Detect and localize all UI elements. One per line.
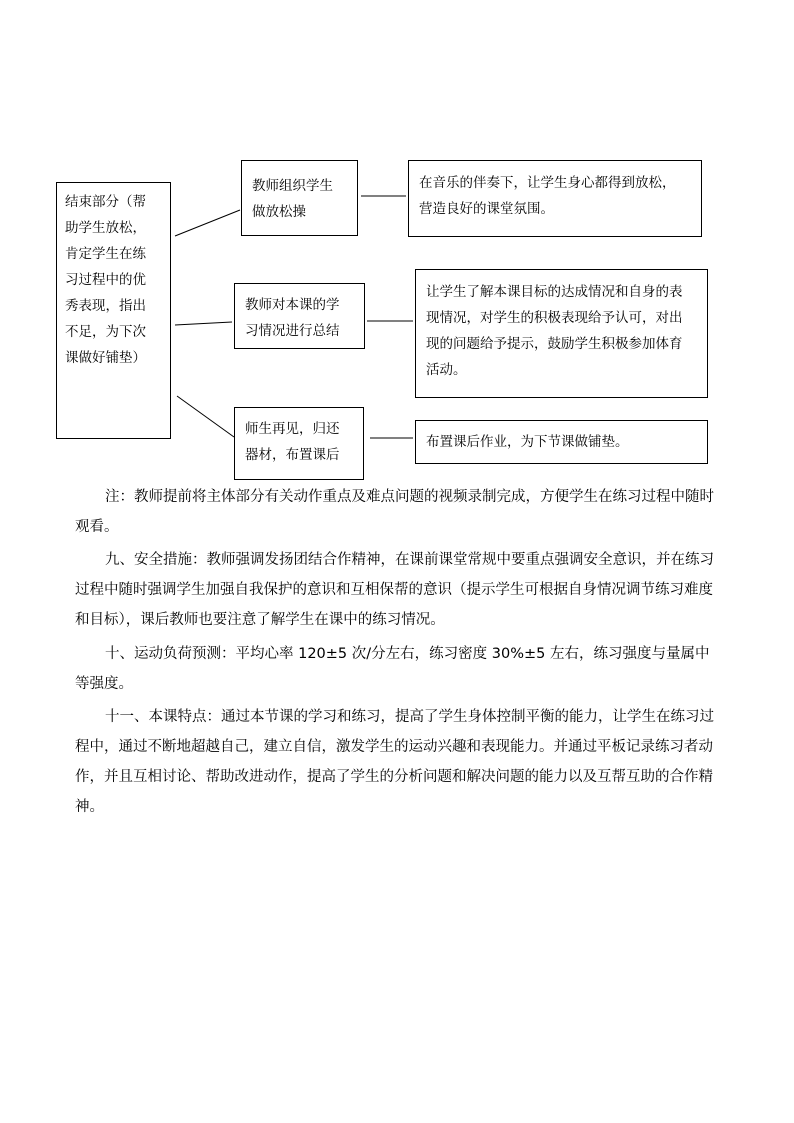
- root-line: 结束部分（帮: [65, 194, 146, 210]
- detail-line: 让学生了解本课目标的达成情况和自身的表: [426, 284, 683, 300]
- root-line: 习过程中的优: [65, 272, 146, 288]
- detail-line: 现的问题给予提示，鼓励学生积极参加体育: [426, 336, 683, 352]
- detail-box-1: [408, 160, 702, 237]
- activity-box-2: [234, 283, 365, 349]
- load-prediction-paragraph: 十、运动负荷预测：平均心率 120±5 次/分左右，练习密度 30%±5 左右，练习强度与量属中等强度。: [75, 646, 710, 692]
- lesson-features-paragraph: 十一、本课特点：通过本节课的学习和练习，提高了学生身体控制平衡的能力，让学生在练习过程中，通过不断地超越自己，建立自信，激发学生的运动兴趣和表现能力。并通过平板记录练习者动作，并且互相讨论、帮助改进动作，提高了学生的分析问题和解决问题的能力以及互帮互助的合作精神。: [75, 709, 714, 815]
- connector-root-to-step3: [177, 396, 234, 437]
- activity-line: 师生再见，归还: [245, 421, 340, 437]
- activity-line: 器材，布置课后: [245, 447, 340, 463]
- activity-line: 习情况进行总结: [245, 323, 340, 339]
- connector-root-to-step1: [175, 210, 240, 236]
- root-line: 秀表现，指出: [65, 298, 146, 314]
- detail-line: 在音乐的伴奏下，让学生身心都得到放松，: [419, 175, 676, 191]
- detail-line: 活动。: [426, 362, 467, 378]
- detail-line: 营造良好的课堂氛围。: [419, 201, 554, 217]
- root-line: 肯定学生在练: [65, 246, 146, 262]
- safety-paragraph: 九、安全措施：教师强调发扬团结合作精神，在课前课堂常规中要重点强调安全意识，并在练习过程中随时强调学生加强自我保护的意识和互相保帮的意识（提示学生可根据自身情况调节练习难度和目标），课后教师也要注意了解学生在课中的练习情况。: [75, 552, 714, 628]
- root-box: [56, 182, 171, 439]
- root-line: 助学生放松，: [65, 220, 146, 236]
- detail-box-3: [415, 420, 708, 464]
- note-paragraph: 注：教师提前将主体部分有关动作重点及难点问题的视频录制完成，方便学生在练习过程中随时观看。: [75, 489, 714, 535]
- root-line: 课做好铺垫）: [65, 350, 146, 366]
- activity-line: 教师对本课的学: [245, 297, 340, 313]
- activity-box-3: [234, 407, 364, 480]
- root-line: 不足，为下次: [65, 324, 146, 340]
- connector-root-to-step2: [175, 322, 232, 325]
- activity-line: 教师组织学生: [252, 178, 333, 194]
- detail-box-2: [415, 269, 708, 398]
- activity-box-1: [241, 160, 358, 236]
- detail-line: 布置课后作业，为下节课做铺垫。: [426, 434, 629, 450]
- detail-line: 现情况，对学生的积极表现给予认可，对出: [426, 310, 683, 326]
- activity-line: 做放松操: [252, 204, 306, 220]
